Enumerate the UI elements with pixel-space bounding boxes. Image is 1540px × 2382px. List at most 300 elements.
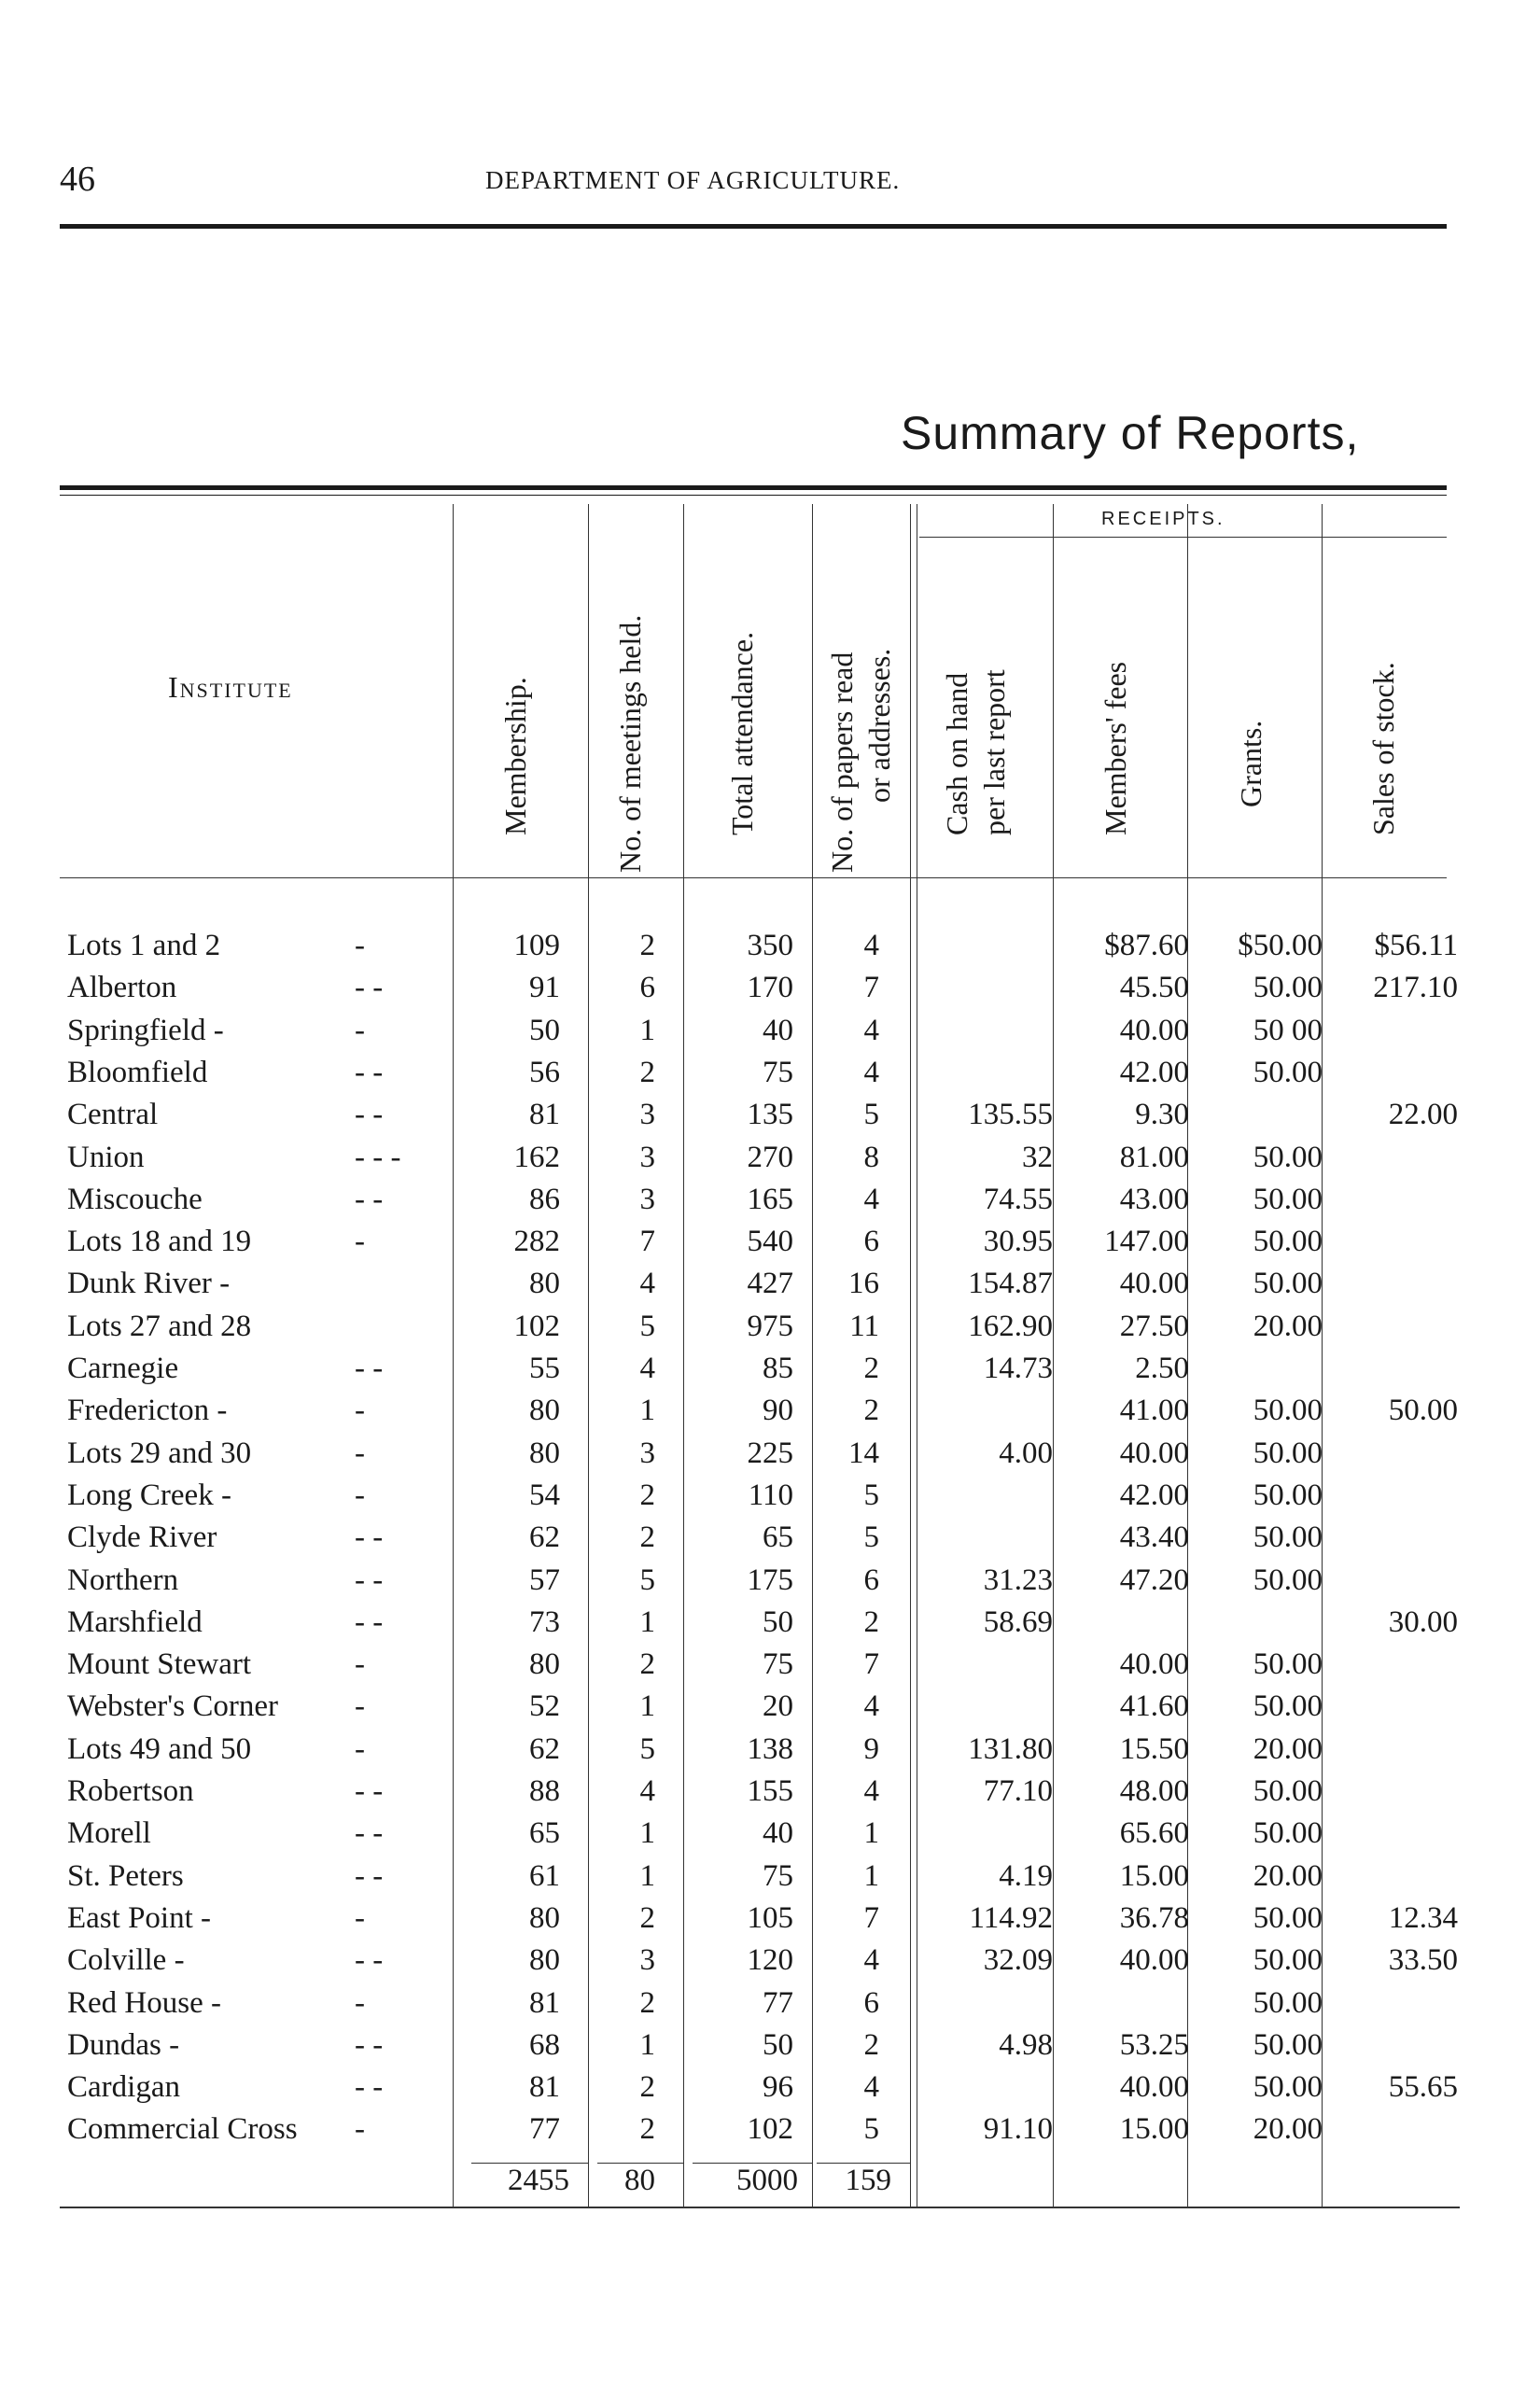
leader-dashes: - - [355, 1858, 384, 1893]
attendance-value: 350 [747, 929, 793, 962]
totals-row [0, 2164, 1540, 2206]
grants-value: 50.00 [1253, 1478, 1323, 1512]
meetings-value: 1 [639, 1816, 655, 1851]
cash-value: 30.95 [983, 1225, 1053, 1259]
header-fees: Members' fees [1099, 661, 1132, 835]
fees-value: 41.60 [1119, 1689, 1189, 1724]
attendance-value: 165 [747, 1182, 793, 1216]
running-head: DEPARTMENT OF AGRICULTURE. [485, 166, 901, 194]
membership-value: 56 [529, 1055, 560, 1089]
meetings-value: 3 [639, 1098, 655, 1132]
table-row [0, 1098, 1540, 1140]
papers-value: 2 [863, 1604, 879, 1639]
membership-value: 81 [529, 1985, 560, 2020]
papers-value: 4 [863, 1943, 879, 1978]
header-rule [60, 224, 1447, 229]
cash-value: 91.10 [983, 2112, 1053, 2147]
papers-value: 6 [863, 1562, 879, 1597]
attendance-value: 175 [747, 1562, 793, 1597]
fees-value: 27.50 [1119, 1309, 1189, 1343]
meetings-value: 1 [639, 2027, 655, 2062]
table-row [0, 1520, 1540, 1562]
page-number: 46 [60, 160, 95, 199]
table-row [0, 1310, 1540, 1352]
attendance-value: 427 [747, 1267, 793, 1301]
table-row [0, 1732, 1540, 1774]
table-row [0, 1394, 1540, 1436]
membership-value: 88 [529, 1774, 560, 1808]
leader-dashes: - - [355, 1352, 384, 1385]
institute-name: Morell [67, 1816, 151, 1851]
leader-dashes: - - [355, 1520, 384, 1555]
papers-value: 1 [863, 1816, 879, 1851]
leader-dashes: - - [355, 1055, 384, 1089]
grants-value: 50 00 [1253, 1013, 1323, 1047]
leader-dashes: - - [355, 1816, 384, 1851]
leader-dashes: - - [355, 1182, 384, 1216]
papers-value: 4 [863, 2070, 879, 2105]
meetings-value: 1 [639, 1604, 655, 1639]
header-papers-line1: No. of papers read [825, 652, 859, 873]
header-cash-line2: per last report [977, 669, 1011, 835]
fees-value: 43.00 [1119, 1182, 1189, 1216]
fees-value: 40.00 [1119, 1013, 1189, 1047]
membership-value: 61 [529, 1858, 560, 1893]
cash-value: 31.23 [983, 1562, 1053, 1597]
attendance-value: 270 [747, 1140, 793, 1174]
grants-value: $50.00 [1238, 929, 1323, 962]
papers-value: 8 [863, 1140, 879, 1174]
cash-value: 154.87 [968, 1267, 1053, 1301]
fees-value: 81.00 [1119, 1140, 1189, 1174]
cash-value: 4.19 [999, 1858, 1053, 1893]
cash-value: 14.73 [983, 1352, 1053, 1385]
fees-value: 9.30 [1135, 1098, 1189, 1132]
meetings-value: 2 [639, 1055, 655, 1089]
leader-dashes: - [355, 1647, 365, 1682]
grants-value: 50.00 [1253, 1943, 1323, 1978]
papers-value: 2 [863, 2027, 879, 2062]
cash-value: 32.09 [983, 1943, 1053, 1978]
membership-value: 55 [529, 1352, 560, 1385]
attendance-value: 75 [763, 1055, 793, 1089]
institute-name: Lots 29 and 30 [67, 1436, 252, 1470]
fees-value: 42.00 [1119, 1478, 1189, 1512]
total-membership: 2455 [508, 2164, 569, 2197]
table-row [0, 1478, 1540, 1520]
table-row [0, 1943, 1540, 1985]
institute-name: Fredericton - [67, 1394, 228, 1428]
header-receipts: RECEIPTS. [1101, 509, 1225, 529]
meetings-value: 6 [639, 971, 655, 1005]
header-membership: Membership. [498, 677, 532, 835]
meetings-value: 3 [639, 1436, 655, 1470]
institute-name: Mount Stewart [67, 1647, 252, 1682]
fees-value: 40.00 [1119, 1647, 1189, 1682]
attendance-value: 110 [748, 1478, 793, 1512]
attendance-value: 120 [747, 1943, 793, 1978]
leader-dashes: - [355, 1013, 365, 1047]
sales-value: 55.65 [1388, 2070, 1458, 2105]
papers-value: 6 [863, 1985, 879, 2020]
sales-value: 30.00 [1388, 1604, 1458, 1639]
table-row [0, 1267, 1540, 1309]
institute-name: Marshfield [67, 1604, 203, 1639]
table-row [0, 1774, 1540, 1816]
grants-value: 50.00 [1253, 1774, 1323, 1808]
meetings-value: 2 [639, 1647, 655, 1682]
grants-value: 50.00 [1253, 1900, 1323, 1935]
attendance-value: 85 [763, 1352, 793, 1385]
table-row [0, 1183, 1540, 1225]
table-bottom-rule [60, 2207, 1460, 2208]
table-row [0, 1816, 1540, 1858]
grants-value: 50.00 [1253, 2027, 1323, 2062]
institute-name: Clyde River [67, 1520, 217, 1555]
cash-value: 77.10 [983, 1774, 1053, 1808]
membership-value: 81 [529, 2070, 560, 2105]
cash-value: 114.92 [969, 1900, 1053, 1935]
grants-value: 20.00 [1253, 1309, 1323, 1343]
attendance-value: 40 [763, 1816, 793, 1851]
attendance-value: 96 [763, 2070, 793, 2105]
cash-value: 135.55 [968, 1098, 1053, 1132]
leader-dashes: - - [355, 1943, 384, 1978]
institute-name: Carnegie [67, 1352, 179, 1385]
papers-value: 5 [863, 1520, 879, 1555]
meetings-value: 1 [639, 1689, 655, 1724]
attendance-value: 105 [747, 1900, 793, 1935]
table-row [0, 1986, 1540, 2028]
papers-value: 14 [848, 1436, 879, 1470]
sales-value: 33.50 [1388, 1943, 1458, 1978]
fees-value: 43.40 [1119, 1520, 1189, 1555]
table-top-rule-thin [60, 495, 1447, 496]
table-row [0, 2070, 1540, 2112]
grants-value: 50.00 [1253, 1816, 1323, 1851]
table-row [0, 1647, 1540, 1689]
fees-value: 48.00 [1119, 1774, 1189, 1808]
membership-value: 50 [529, 1013, 560, 1047]
grants-value: 50.00 [1253, 971, 1323, 1005]
fees-value: 36.78 [1119, 1900, 1189, 1935]
sales-value: 12.34 [1388, 1900, 1458, 1935]
table-row [0, 2112, 1540, 2154]
fees-value: 147.00 [1104, 1225, 1189, 1259]
institute-name: Red House - [67, 1985, 221, 2020]
cash-value: 131.80 [968, 1731, 1053, 1766]
table-row [0, 1014, 1540, 1056]
fees-value: 40.00 [1119, 2070, 1189, 2105]
grants-value: 50.00 [1253, 1055, 1323, 1089]
membership-value: 81 [529, 1098, 560, 1132]
leader-dashes: - [355, 929, 365, 962]
fees-value: 15.00 [1119, 2112, 1189, 2147]
cash-value: 162.90 [968, 1309, 1053, 1343]
meetings-value: 5 [639, 1731, 655, 1766]
attendance-value: 975 [747, 1309, 793, 1343]
fees-value: 2.50 [1135, 1352, 1189, 1385]
cash-value: 32 [1022, 1140, 1053, 1174]
meetings-value: 1 [639, 1394, 655, 1428]
header-papers-line2: or addresses. [862, 648, 896, 803]
grants-value: 50.00 [1253, 1562, 1323, 1597]
membership-value: 77 [529, 2112, 560, 2147]
fees-value: 42.00 [1119, 1055, 1189, 1089]
table-row [0, 1901, 1540, 1943]
meetings-value: 3 [639, 1182, 655, 1216]
meetings-value: 5 [639, 1309, 655, 1343]
meetings-value: 2 [639, 2112, 655, 2147]
institute-name: Webster's Corner [67, 1689, 278, 1724]
leader-dashes: - [355, 1900, 365, 1935]
fees-value: 15.50 [1119, 1731, 1189, 1766]
meetings-value: 4 [639, 1267, 655, 1301]
papers-value: 7 [863, 971, 879, 1005]
institute-name: Springfield - [67, 1013, 224, 1047]
sales-value: 22.00 [1388, 1098, 1458, 1132]
table-row [0, 1859, 1540, 1901]
leader-dashes: - [355, 1731, 365, 1766]
institute-name: Robertson [67, 1774, 194, 1808]
institute-name: Alberton [67, 971, 177, 1005]
leader-dashes: - - [355, 1098, 384, 1132]
institute-name: Union [67, 1140, 145, 1174]
membership-value: 80 [529, 1436, 560, 1470]
papers-value: 2 [863, 1394, 879, 1428]
table-row [0, 1056, 1540, 1098]
meetings-value: 4 [639, 1774, 655, 1808]
leader-dashes: - [355, 1985, 365, 2020]
attendance-value: 135 [747, 1098, 793, 1132]
header-meetings: No. of meetings held. [613, 614, 647, 873]
institute-name: Lots 18 and 19 [67, 1225, 252, 1259]
institute-name: Miscouche [67, 1182, 203, 1216]
institute-name: Lots 27 and 28 [67, 1309, 252, 1343]
grants-value: 50.00 [1253, 2070, 1323, 2105]
leader-dashes: - [355, 1689, 365, 1724]
leader-dashes: - [355, 1436, 365, 1470]
membership-value: 54 [529, 1478, 560, 1512]
leader-dashes: - [355, 1225, 365, 1259]
meetings-value: 2 [639, 1478, 655, 1512]
total-attendance: 5000 [736, 2164, 798, 2197]
grants-value: 20.00 [1253, 1858, 1323, 1893]
membership-value: 57 [529, 1562, 560, 1597]
cash-value: 74.55 [983, 1182, 1053, 1216]
fees-value: 65.60 [1119, 1816, 1189, 1851]
institute-name: Colville - [67, 1943, 185, 1978]
papers-value: 4 [863, 1689, 879, 1724]
table-row [0, 1352, 1540, 1394]
attendance-value: 50 [763, 2027, 793, 2062]
fees-value: 40.00 [1119, 1436, 1189, 1470]
header-bottom-rule [60, 877, 1447, 878]
grants-value: 50.00 [1253, 1520, 1323, 1555]
sales-value: 50.00 [1388, 1394, 1458, 1428]
meetings-value: 5 [639, 1562, 655, 1597]
fees-value: 47.20 [1119, 1562, 1189, 1597]
attendance-value: 40 [763, 1013, 793, 1047]
table-row [0, 1141, 1540, 1183]
papers-value: 5 [863, 1478, 879, 1512]
cash-value: 4.98 [999, 2027, 1053, 2062]
fees-value: 45.50 [1119, 971, 1189, 1005]
attendance-value: 65 [763, 1520, 793, 1555]
membership-value: 109 [513, 929, 560, 962]
meetings-value: 2 [639, 929, 655, 962]
leader-dashes: - - [355, 1774, 384, 1808]
papers-value: 4 [863, 1774, 879, 1808]
meetings-value: 2 [639, 1520, 655, 1555]
papers-value: 2 [863, 1352, 879, 1385]
institute-name: Central [67, 1098, 159, 1132]
meetings-value: 3 [639, 1943, 655, 1978]
meetings-value: 7 [639, 1225, 655, 1259]
fees-value: 41.00 [1119, 1394, 1189, 1428]
fees-value: 40.00 [1119, 1267, 1189, 1301]
attendance-value: 102 [747, 2112, 793, 2147]
papers-value: 4 [863, 1013, 879, 1047]
attendance-value: 138 [747, 1731, 793, 1766]
table-row [0, 929, 1540, 971]
attendance-value: 75 [763, 1858, 793, 1893]
grants-value: 50.00 [1253, 1647, 1323, 1682]
grants-value: 50.00 [1253, 1182, 1323, 1216]
sales-value: 217.10 [1373, 971, 1458, 1005]
leader-dashes: - - [355, 971, 384, 1005]
membership-value: 80 [529, 1267, 560, 1301]
table-row [0, 1436, 1540, 1478]
total-papers: 159 [845, 2164, 891, 2197]
grants-value: 50.00 [1253, 1267, 1323, 1301]
membership-value: 91 [529, 971, 560, 1005]
institute-name: Long Creek - [67, 1478, 231, 1512]
grants-value: 50.00 [1253, 1140, 1323, 1174]
institute-name: Northern [67, 1562, 179, 1597]
sales-value: $56.11 [1374, 929, 1458, 962]
membership-value: 162 [513, 1140, 560, 1174]
leader-dashes: - - [355, 1562, 384, 1597]
institute-name: Cardigan [67, 2070, 180, 2105]
header-sales: Sales of stock. [1366, 662, 1400, 835]
header-cash-line1: Cash on hand [940, 672, 973, 835]
fees-value: 40.00 [1119, 1943, 1189, 1978]
grants-value: 20.00 [1253, 2112, 1323, 2147]
institute-name: Dunk River - [67, 1267, 231, 1301]
papers-value: 11 [849, 1309, 879, 1343]
membership-value: 86 [529, 1182, 560, 1216]
leader-dashes: - - [355, 2027, 384, 2062]
attendance-value: 50 [763, 1604, 793, 1639]
grants-value: 20.00 [1253, 1731, 1323, 1766]
cash-value: 58.69 [983, 1604, 1053, 1639]
meetings-value: 1 [639, 1013, 655, 1047]
attendance-value: 540 [747, 1225, 793, 1259]
table-row [0, 1689, 1540, 1731]
institute-name: East Point - [67, 1900, 211, 1935]
table-row [0, 2028, 1540, 2070]
cash-value: 4.00 [999, 1436, 1053, 1470]
total-meetings: 80 [624, 2164, 655, 2197]
papers-value: 4 [863, 1055, 879, 1089]
membership-value: 80 [529, 1943, 560, 1978]
papers-value: 16 [848, 1267, 879, 1301]
grants-value: 50.00 [1253, 1436, 1323, 1470]
meetings-value: 3 [639, 1140, 655, 1174]
membership-value: 73 [529, 1604, 560, 1639]
table-row [0, 1605, 1540, 1647]
meetings-value: 2 [639, 1900, 655, 1935]
grants-value: 50.00 [1253, 1985, 1323, 2020]
grants-value: 50.00 [1253, 1394, 1323, 1428]
papers-value: 6 [863, 1225, 879, 1259]
institute-name: Lots 1 and 2 [67, 929, 221, 962]
leader-dashes: - [355, 2112, 365, 2147]
papers-value: 5 [863, 1098, 879, 1132]
papers-value: 7 [863, 1647, 879, 1682]
header-attendance: Total attendance. [725, 631, 759, 835]
membership-value: 52 [529, 1689, 560, 1724]
papers-value: 4 [863, 1182, 879, 1216]
leader-dashes: - - - [355, 1140, 401, 1174]
attendance-value: 90 [763, 1394, 793, 1428]
table-top-rule [60, 485, 1447, 490]
leader-dashes: - - [355, 2070, 384, 2105]
membership-value: 62 [529, 1731, 560, 1766]
papers-value: 1 [863, 1858, 879, 1893]
leader-dashes: - - [355, 1604, 384, 1639]
institute-name: St. Peters [67, 1858, 184, 1893]
membership-value: 80 [529, 1900, 560, 1935]
meetings-value: 1 [639, 1858, 655, 1893]
papers-value: 5 [863, 2112, 879, 2147]
meetings-value: 2 [639, 2070, 655, 2105]
header-institute: Institute [168, 670, 293, 704]
membership-value: 282 [513, 1225, 560, 1259]
fees-value: 53.25 [1119, 2027, 1189, 2062]
fees-value: $87.60 [1104, 929, 1189, 962]
institute-name: Commercial Cross [67, 2112, 298, 2147]
papers-value: 4 [863, 929, 879, 962]
attendance-value: 155 [747, 1774, 793, 1808]
meetings-value: 2 [639, 1985, 655, 2020]
table-row [0, 1563, 1540, 1605]
header-grants: Grants. [1234, 720, 1267, 807]
page-title: Summary of Reports, [901, 407, 1360, 459]
meetings-value: 4 [639, 1352, 655, 1385]
leader-dashes: - [355, 1394, 365, 1428]
attendance-value: 225 [747, 1436, 793, 1470]
attendance-value: 20 [763, 1689, 793, 1724]
membership-value: 62 [529, 1520, 560, 1555]
receipts-rule [919, 537, 1447, 538]
institute-name: Dundas - [67, 2027, 180, 2062]
attendance-value: 170 [747, 971, 793, 1005]
membership-value: 80 [529, 1394, 560, 1428]
attendance-value: 77 [763, 1985, 793, 2020]
leader-dashes: - [355, 1478, 365, 1512]
grants-value: 50.00 [1253, 1225, 1323, 1259]
papers-value: 9 [863, 1731, 879, 1766]
institute-name: Lots 49 and 50 [67, 1731, 252, 1766]
grants-value: 50.00 [1253, 1689, 1323, 1724]
membership-value: 102 [513, 1309, 560, 1343]
institute-name: Bloomfield [67, 1055, 208, 1089]
papers-value: 7 [863, 1900, 879, 1935]
membership-value: 68 [529, 2027, 560, 2062]
attendance-value: 75 [763, 1647, 793, 1682]
